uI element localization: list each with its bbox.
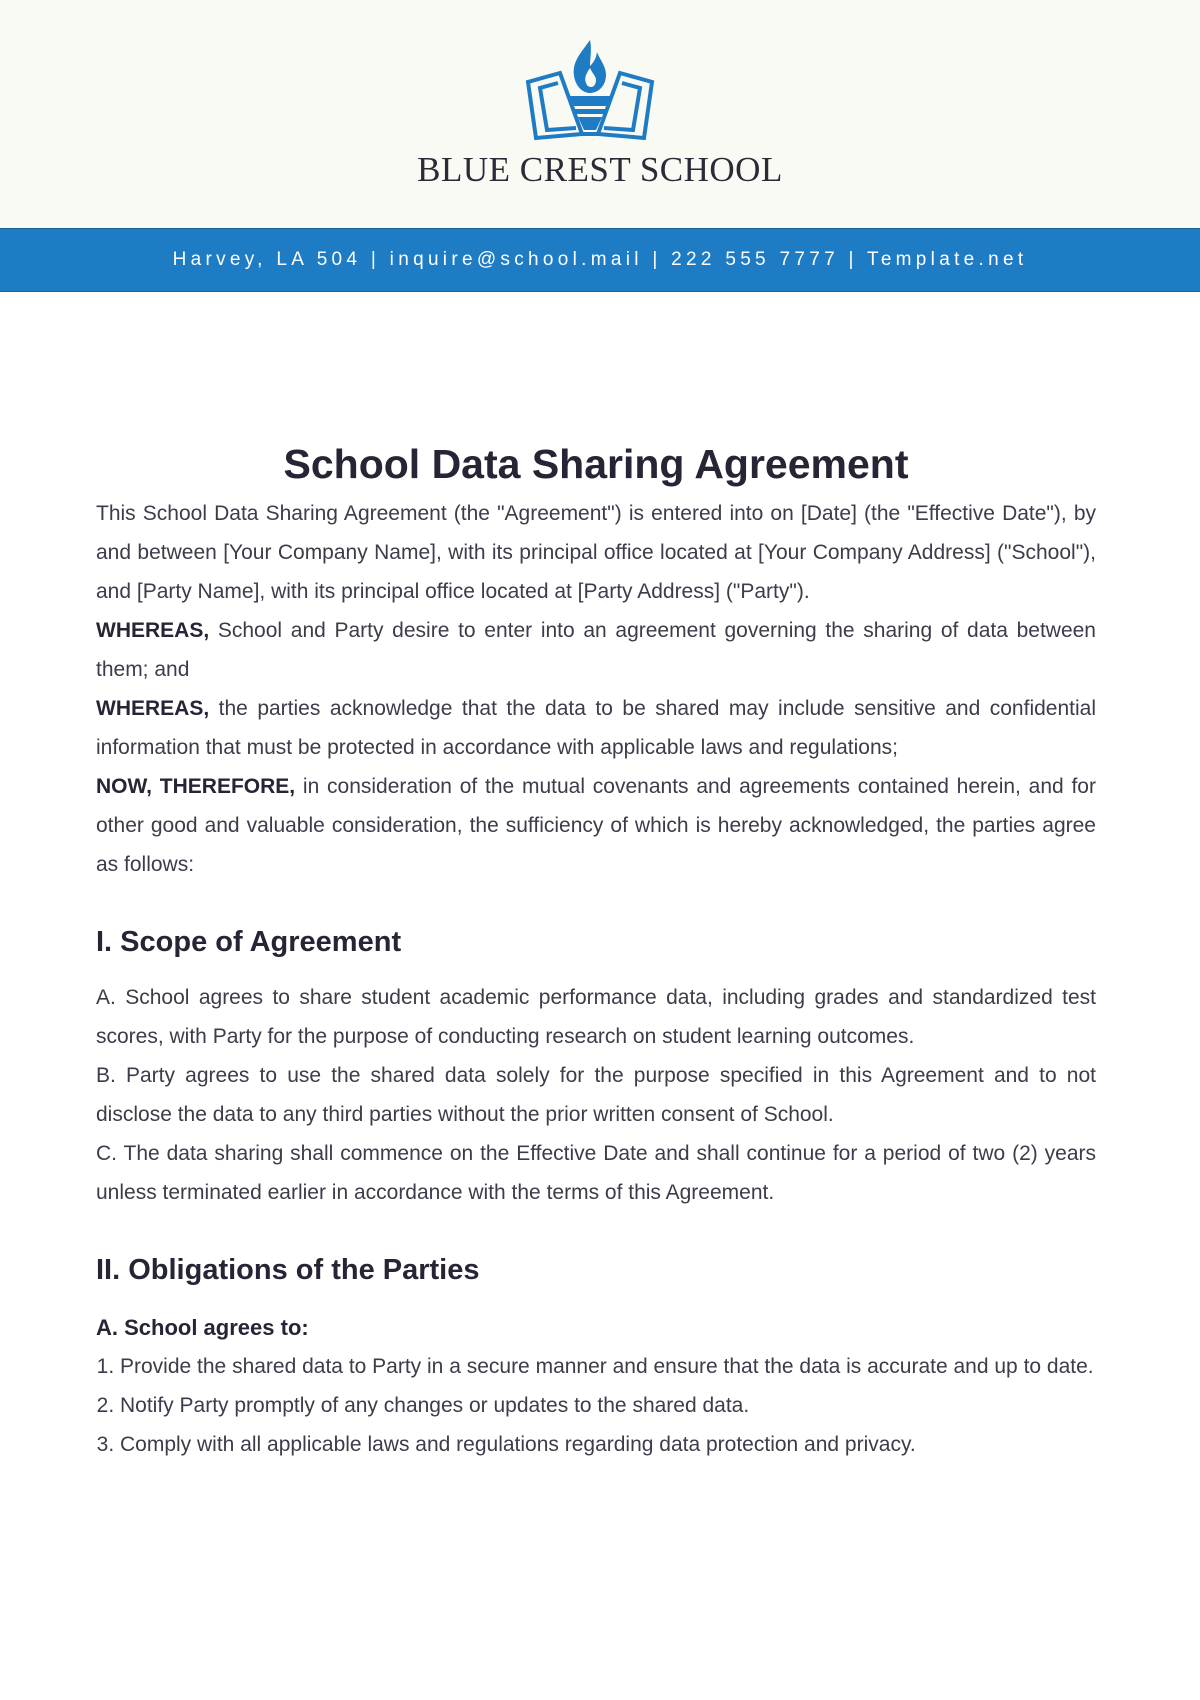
contact-line: Harvey, LA 504 | inquire@school.mail | 222 555 7777 | Template.net (172, 249, 1028, 270)
therefore-clause (96, 767, 1096, 884)
scope-item: B. Party agrees to use the shared data solely for the purpose specified in this Agreement and to not disclose the data to any third parties without the prior written consent of School. (96, 1064, 1096, 1126)
section-heading-scope: I. Scope of Agreement (96, 926, 402, 958)
intro-paragraph: This School Data Sharing Agreement (the "Agreement") is entered into on [Date] (the "Effective Date"), by and between [Your Company Name], with its principal office located at [Your Company Address] ("School"), and [Party Name], with its principal office located at [Party Address] ("Party"). (96, 502, 1096, 603)
school-obligations-list (96, 1347, 1096, 1464)
scope-item: C. The data sharing shall commence on the Effective Date and shall continue for a period of two (2) years unless terminated earlier in accordance with the terms of this Agreement. (96, 1142, 1096, 1204)
document-title: School Data Sharing Agreement (283, 441, 909, 487)
whereas-clause-2 (96, 689, 1096, 767)
therefore-text: in consideration of the mutual covenants and agreements contained herein, and for other good and valuable consideration, the sufficiency of which is hereby acknowledged, the parties agree as follows: (96, 775, 1096, 876)
whereas-text: the parties acknowledge that the data to be shared may include sensitive and confidential information that must be protected in accordance with applicable laws and regulations; (96, 697, 1096, 759)
subheading-school-agrees: A. School agrees to: (96, 1315, 309, 1340)
list-item: 1. Provide the shared data to Party in a secure manner and ensure that the data is accurate and up to date. (120, 1347, 1096, 1386)
contact-bar (0, 228, 1200, 292)
letterhead (0, 0, 1200, 228)
whereas-label: WHEREAS, (96, 697, 210, 720)
scope-item: A. School agrees to share student academic performance data, including grades and standardized test scores, with Party for the purpose of conducting research on student learning outcomes. (96, 986, 1096, 1048)
torch-book-icon (520, 38, 660, 146)
school-name: BLUE CREST SCHOOL (417, 150, 783, 189)
list-item: 3. Comply with all applicable laws and regulations regarding data protection and privacy. (120, 1425, 1096, 1464)
whereas-text: School and Party desire to enter into an agreement governing the sharing of data between them; and (96, 619, 1096, 681)
list-item: 2. Notify Party promptly of any changes or updates to the shared data. (120, 1386, 1096, 1425)
whereas-clause-1 (96, 611, 1096, 689)
agreement-body (96, 438, 1096, 1464)
section-heading-obligations: II. Obligations of the Parties (96, 1254, 480, 1286)
whereas-label: WHEREAS, (96, 619, 210, 642)
therefore-label: NOW, THEREFORE, (96, 775, 296, 798)
